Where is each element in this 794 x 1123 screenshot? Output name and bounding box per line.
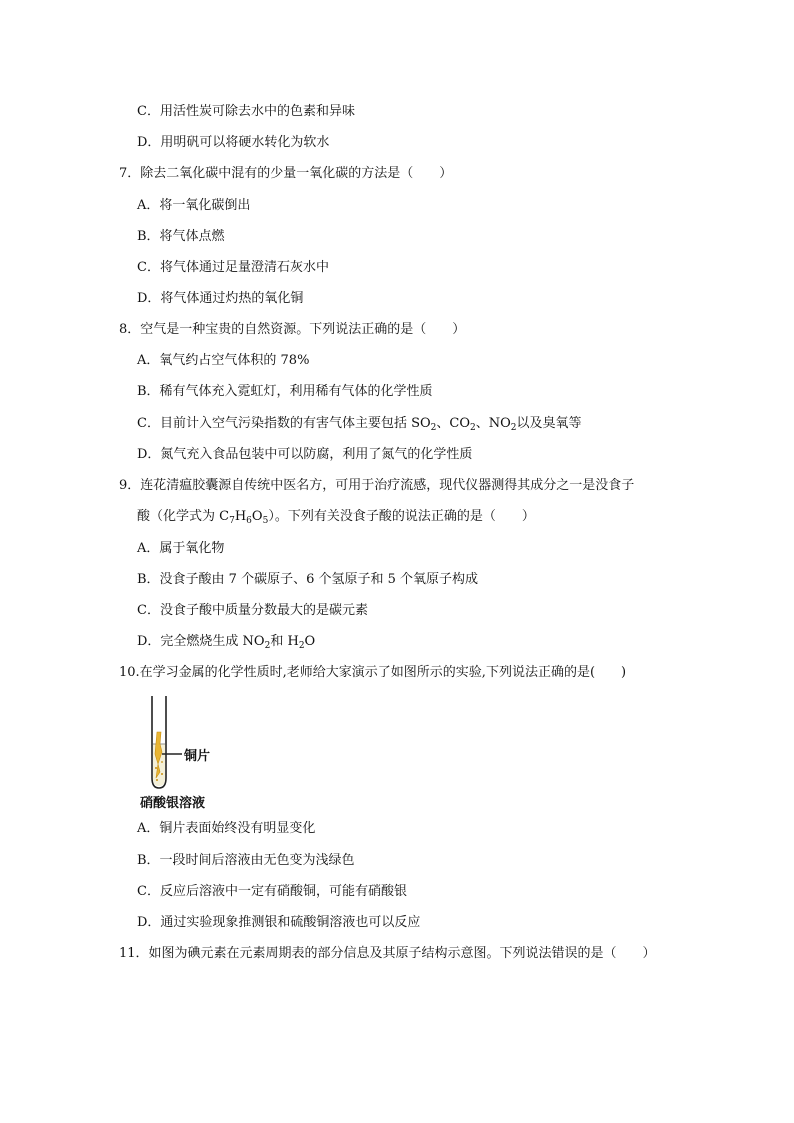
- q9-text-4: ）。下列有关没食子酸的说法正确的是（ ）: [268, 509, 535, 524]
- q7-option-a: A．将一氧化碳倒出: [137, 198, 251, 213]
- q8c-text-2: 、CO: [436, 416, 470, 431]
- q10-option-c: C．反应后溶液中一定有硝酸铜，可能有硝酸银: [137, 884, 407, 899]
- q8c-text-4: 以及臭氧等: [516, 416, 582, 431]
- q9-option-b: B．没食子酸由 7 个碳原子、6 个氢原子和 5 个氧原子构成: [137, 572, 479, 587]
- question-9-line-2: [137, 508, 535, 526]
- q6-option-c: C．用活性炭可除去水中的色素和异味: [137, 104, 355, 119]
- q7-option-c: C．将气体通过足量澄清石灰水中: [137, 260, 329, 275]
- q10-option-a: A．铜片表面始终没有明显变化: [137, 821, 316, 836]
- subscript: 6: [246, 516, 252, 526]
- copper-label: 铜片: [184, 749, 211, 764]
- q8-option-d: D．氮气充入食品包装中可以防腐，利用了氮气的化学性质: [137, 447, 473, 462]
- q10-option-b: B．一段时间后溶液由无色变为浅绿色: [137, 853, 355, 868]
- question-9-line-1: 9．连花清瘟胶囊源自传统中医名方，可用于治疗流感，现代仪器测得其成分之一是没食子: [119, 478, 635, 493]
- q8-option-b: B．稀有气体充入霓虹灯，利用稀有气体的化学性质: [137, 384, 433, 399]
- subscript: 2: [510, 423, 517, 433]
- q6-option-d: D．用明矾可以将硬水转化为软水: [137, 135, 330, 150]
- q9-text-3: O: [251, 509, 263, 524]
- subscript: 2: [430, 423, 437, 433]
- q8-option-c: [137, 415, 582, 433]
- subscript: 2: [264, 641, 271, 651]
- q7-option-b: B．将气体点燃: [137, 229, 225, 244]
- q9d-text-1: D．完全燃烧生成 NO: [137, 634, 265, 649]
- subscript: 2: [298, 641, 305, 651]
- q9-option-c: C．没食子酸中质量分数最大的是碳元素: [137, 603, 368, 618]
- q9-option-d: [137, 633, 315, 651]
- subscript: 2: [470, 423, 476, 433]
- question-7: 7．除去二氧化碳中混有的少量一氧化碳的方法是（ ）: [119, 166, 453, 181]
- question-11: 11．如图为碘元素在元素周期表的部分信息及其原子结构示意图。下列说法错误的是（ ）: [119, 946, 656, 961]
- subscript: 7: [229, 516, 235, 526]
- q9-text-2: H: [234, 509, 247, 524]
- q8-option-a: A．氧气约占空气体积的 78%: [137, 353, 310, 368]
- q8c-text-1: C．目前计入空气污染指数的有害气体主要包括 SO: [137, 416, 431, 431]
- question-8: 8．空气是一种宝贵的自然资源。下列说法正确的是（ ）: [119, 322, 466, 337]
- subscript: 5: [262, 516, 269, 526]
- silver-nitrate-label: 硝酸银溶液: [140, 796, 206, 811]
- q7-option-d: D．将气体通过灼热的氧化铜: [137, 291, 304, 306]
- question-10: 10.在学习金属的化学性质时,老师给大家演示了如图所示的实验,下列说法正确的是( ): [119, 665, 627, 680]
- q10-option-d: D．通过实验现象推测银和硫酸铜溶液也可以反应: [137, 915, 421, 930]
- q9d-text-2: 和 H: [270, 634, 299, 649]
- q8c-text-3: 、NO: [475, 416, 511, 431]
- q9-option-a: A．属于氧化物: [137, 541, 225, 556]
- q9-text-1: 酸（化学式为 C: [137, 509, 230, 524]
- test-tube-figure: [140, 694, 250, 814]
- q9d-text-3: O: [304, 634, 316, 649]
